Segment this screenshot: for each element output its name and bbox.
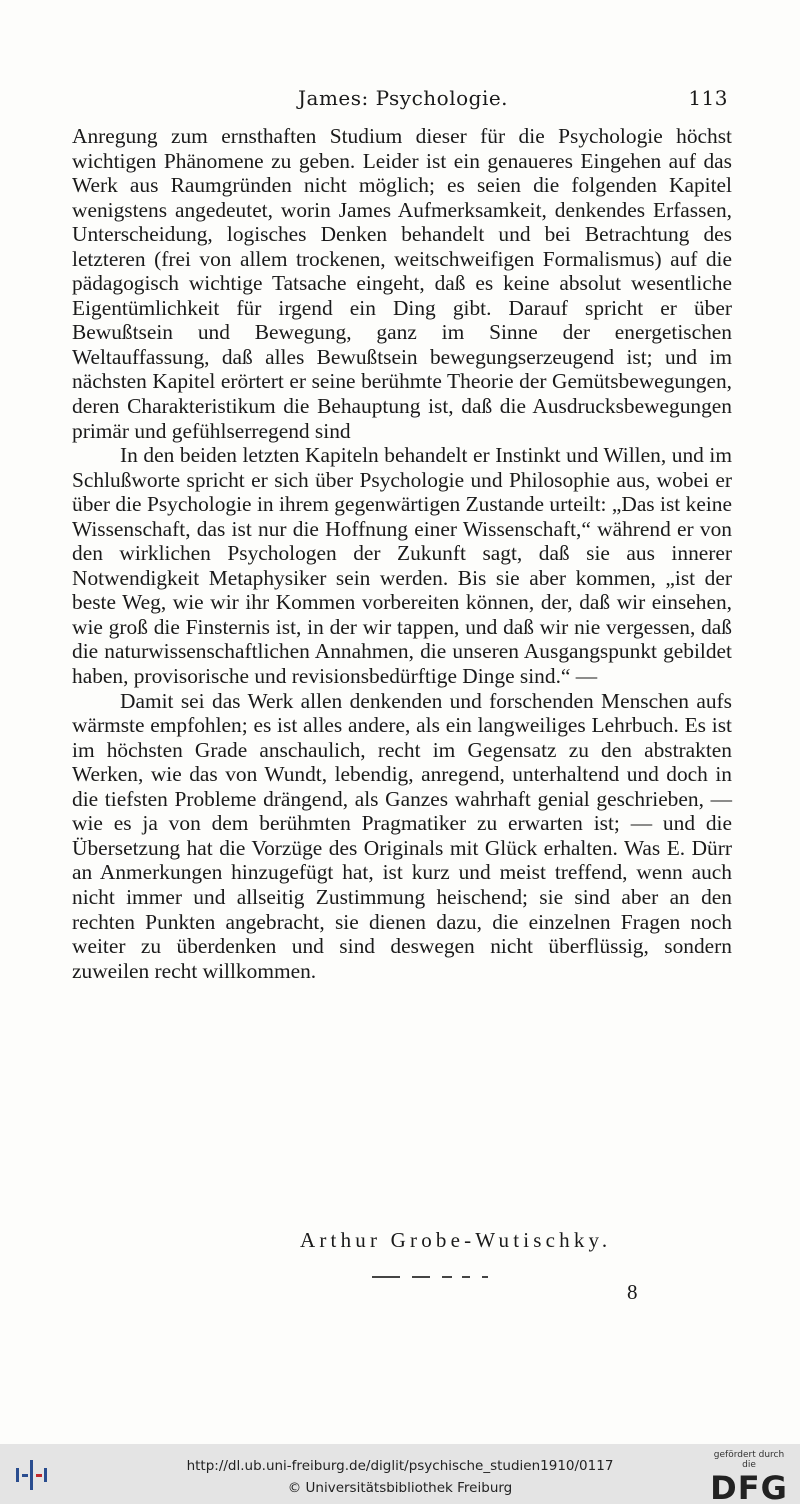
author-signature: Arthur Grobe-Wutischky. <box>300 1228 612 1252</box>
dfg-logo-text: DFG <box>710 1469 788 1507</box>
sponsor-caption: gefördert durch die <box>713 1450 785 1470</box>
page-number: 113 <box>688 86 728 110</box>
viewer-footer <box>0 1444 800 1507</box>
paragraph: In den beiden letzten Kapiteln behandelt er Instinkt und Willen, und im Schlußworte spricht er sich über Psychologie und Philosophie aus, wobei er über die Psychologie in ihrem gegenwärtigen Zustande urteilt: „Das ist keine Wissenschaft, das ist nur die Hoffnung einer Wissenschaft,“ während er von den wirklichen Psychologen der Zukunft sagt, daß sie aus innerer Notwendigkeit Metaphysiker sein werden. Bis sie aber kommen, „ist der beste Weg, wie wir ihr Kommen vorbereiten können, der, daß wir einsehen, wie groß die Finsternis ist, in der wir tappen, und daß wir nie vergessen, daß die naturwissenschaftlichen Annahmen, die unseren Ausgangspunkt gebildet haben, provisorische und revisionsbedürftige Dinge sind.“ — <box>72 443 732 689</box>
copyright-text: © Universitätsbibliothek Freiburg <box>287 1480 513 1496</box>
paragraph: Damit sei das Werk allen denkenden und forschenden Menschen aufs wärmste empfohlen; es ist alles andere, als ein langweiliges Lehrbuch. Es ist im höchsten Grade anschaulich, recht im Gegensatz zu den abstrakten Werken, wie das von Wundt, lebendig, anregend, unterhaltend und doch in die tiefsten Probleme drängend, als Ganzes wahrhaft genial geschrieben, — wie es ja von dem berühmten Pragmatiker zu erwarten ist; — und die Übersetzung hat die Vorzüge des Originals mit Glück erhalten. Was E. Dürr an Anmerkungen hinzugefügt hat, ist kurz und meist treffend, wenn auch nicht immer und allseitig Zustimmung heischend; sie sind aber an den rechten Punkten angebracht, sie dienen dazu, die einzelnen Fragen noch weiter zu überdenken und sind deswegen nicht überflüssig, sondern zuweilen recht willkommen. <box>72 688 732 983</box>
paragraph: Anregung zum ernsthaften Studium dieser für die Psychologie höchst wichtigen Phänomene zu geben. Leider ist ein genaueres Eingehen auf das Werk aus Raumgründen nicht möglich; es seien die folgenden Kapitel wenigstens angedeutet, worin James Aufmerksamkeit, denkendes Erfassen, Unterscheidung, logisches Denken behandelt und bei Betrachtung des letzteren (frei von allem trockenen, weitschweifigen Formalismus) auf die pädagogisch wichtige Tatsache eingeht, daß es keine absolut wesentliche Eigentümlichkeit für irgend ein Ding gibt. Darauf spricht er über Bewußtsein und Bewegung, ganz im Sinne der energetischen Weltauffassung, daß alles Bewußtsein bewegungserzeugend ist; und im nächsten Kapitel erörtert er seine berühmte Theorie der Gemütsbewegungen, deren Charakteristikum die Behauptung ist, daß die Ausdrucksbewegungen primär und gefühlserregend sind <box>72 124 732 443</box>
closing-rule <box>372 1276 512 1278</box>
running-title: James: Psychologie. <box>298 86 509 110</box>
body-text <box>72 124 732 983</box>
signature-mark: 8 <box>627 1280 638 1304</box>
dfg-logo <box>706 1450 792 1507</box>
document-url-link[interactable]: http://dl.ub.uni-freiburg.de/diglit/psychische_studien1910/0117 <box>186 1458 614 1474</box>
